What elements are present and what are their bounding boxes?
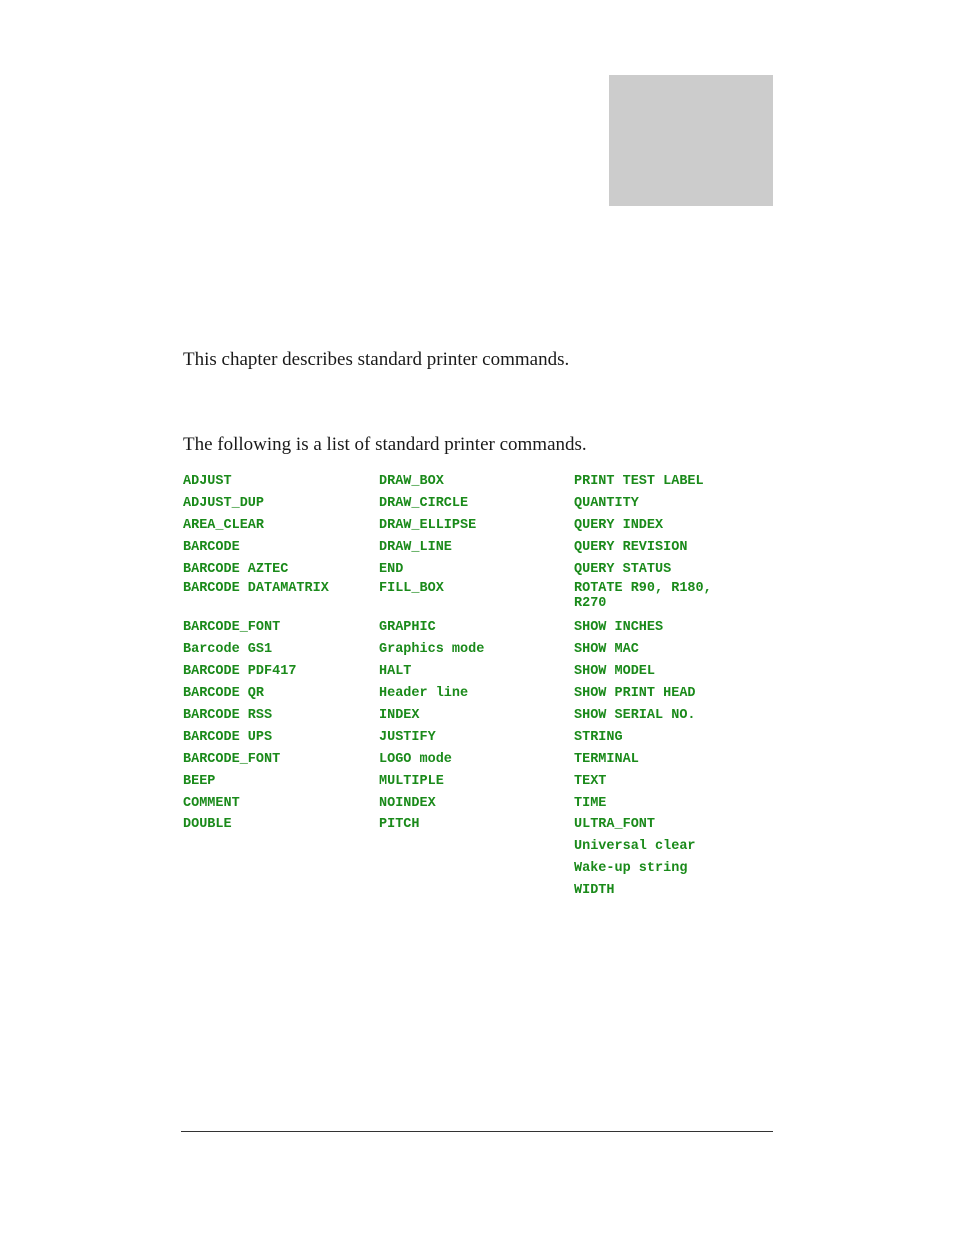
command-link[interactable]: BARCODE PDF417 [183, 664, 297, 680]
command-link[interactable]: INDEX [379, 708, 420, 724]
command-link[interactable]: AREA_CLEAR [183, 517, 265, 533]
command-column-2 [379, 473, 484, 838]
command-link[interactable]: END [379, 561, 404, 577]
command-link[interactable]: DRAW_CIRCLE [379, 495, 469, 511]
command-link[interactable]: QUERY REVISION [574, 539, 688, 555]
command-link[interactable]: BARCODE RSS [183, 708, 273, 724]
command-link[interactable]: DRAW_ELLIPSE [379, 517, 477, 533]
command-link[interactable]: WIDTH [574, 883, 615, 899]
command-link[interactable]: BARCODE_FONT [183, 620, 281, 636]
command-link[interactable]: HALT [379, 664, 412, 680]
command-link[interactable]: PITCH [379, 817, 420, 833]
command-link[interactable]: DOUBLE [183, 817, 232, 833]
command-link[interactable]: STRING [574, 729, 623, 745]
command-link[interactable]: Header line [379, 686, 469, 702]
command-link[interactable]: DRAW_BOX [379, 474, 444, 489]
intro-paragraph: This chapter describes standard printer commands. [183, 349, 570, 370]
command-link[interactable]: QUANTITY [574, 495, 639, 511]
command-link[interactable]: TIME [574, 795, 607, 811]
command-link[interactable]: COMMENT [183, 795, 240, 811]
command-link[interactable]: BARCODE [183, 539, 240, 555]
command-link[interactable]: SHOW SERIAL NO. [574, 708, 696, 724]
command-link[interactable]: SHOW MODEL [574, 664, 656, 680]
command-link[interactable]: SHOW PRINT HEAD [574, 686, 696, 702]
list-intro-paragraph: The following is a list of standard printer commands. [183, 434, 587, 455]
command-link[interactable]: ULTRA_FONT [574, 817, 656, 833]
command-link[interactable]: MULTIPLE [379, 773, 444, 789]
command-link[interactable]: ADJUST_DUP [183, 495, 265, 511]
command-link[interactable]: JUSTIFY [379, 729, 436, 745]
command-link[interactable]: LOGO mode [379, 751, 452, 767]
command-link[interactable]: PRINT TEST LABEL [574, 474, 704, 489]
command-link[interactable]: BARCODE DATAMATRIX [183, 581, 329, 597]
command-link[interactable]: Universal clear [574, 839, 696, 855]
command-link[interactable]: TEXT [574, 773, 607, 789]
command-link[interactable]: Graphics mode [379, 642, 485, 658]
command-link[interactable]: BARCODE AZTEC [183, 561, 289, 577]
footer-rule [181, 1131, 773, 1132]
command-link[interactable]: TERMINAL [574, 751, 639, 767]
command-link[interactable]: SHOW INCHES [574, 620, 664, 636]
command-link[interactable]: ADJUST [183, 474, 232, 489]
command-link[interactable]: GRAPHIC [379, 620, 436, 636]
command-link[interactable]: BARCODE_FONT [183, 751, 281, 767]
command-link[interactable]: Barcode GS1 [183, 642, 273, 658]
command-link[interactable]: FILL_BOX [379, 581, 444, 597]
command-link[interactable]: BARCODE UPS [183, 729, 273, 745]
command-link[interactable]: SHOW MAC [574, 642, 639, 658]
chapter-tab [609, 75, 773, 206]
command-link[interactable]: BARCODE QR [183, 686, 265, 702]
command-link[interactable]: DRAW_LINE [379, 539, 452, 555]
command-link[interactable]: QUERY INDEX [574, 517, 664, 533]
command-column-3 [574, 473, 712, 904]
command-link[interactable]: QUERY STATUS [574, 561, 672, 577]
command-link[interactable]: BEEP [183, 773, 216, 789]
command-column-1 [183, 473, 329, 838]
command-link[interactable]: NOINDEX [379, 795, 436, 811]
command-link[interactable]: ROTATE R90, R180, R270 [574, 581, 712, 611]
command-link[interactable]: Wake-up string [574, 861, 688, 877]
